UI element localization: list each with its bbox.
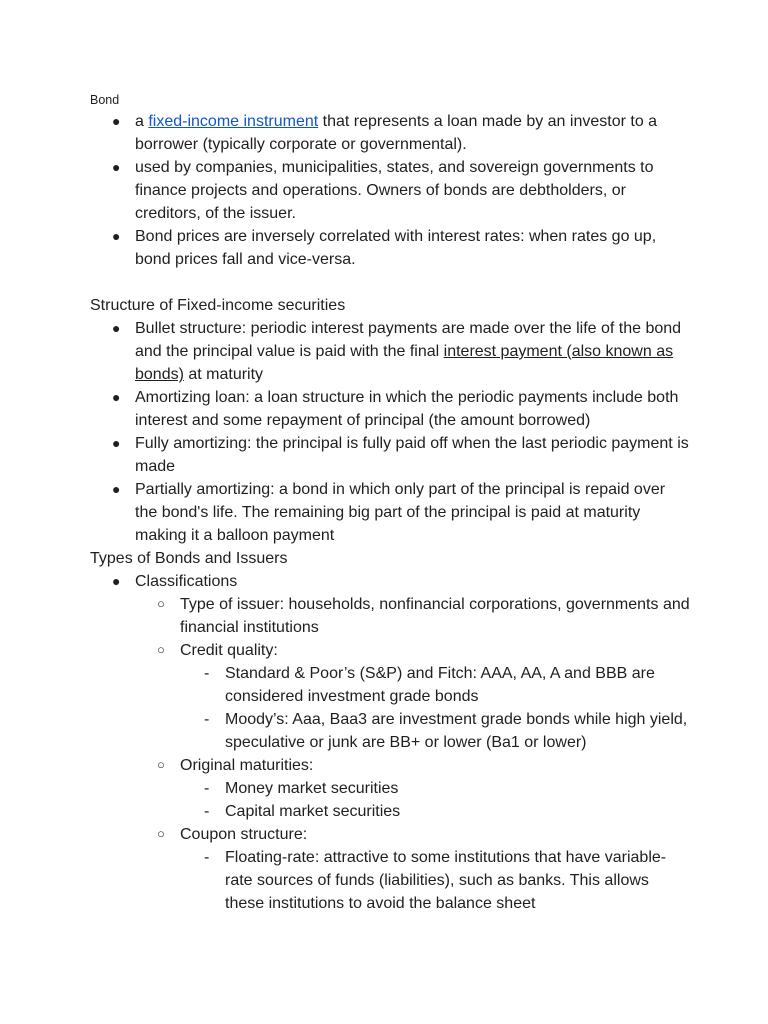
dash-marker: - bbox=[204, 803, 210, 820]
list-original-maturities bbox=[180, 777, 690, 823]
document-content bbox=[90, 90, 690, 915]
fixed-income-instrument-link[interactable]: fixed-income instrument bbox=[148, 113, 319, 130]
list-item: - Standard & Poor’s (S&P) and Fitch: AAA, AA, A and BBB are considered investment grade bonds bbox=[180, 662, 690, 708]
blank-line bbox=[90, 271, 690, 294]
underlined-text: interest payment (also known as bonds) bbox=[135, 343, 674, 383]
list-item: - Moody’s: Aaa, Baa3 are investment grade bonds while high yield, speculative or junk are BB+ or lower (Ba1 or lower) bbox=[180, 708, 690, 754]
dash-marker: - bbox=[204, 665, 210, 682]
circle-marker: ○ bbox=[157, 757, 165, 772]
bullet-marker: ● bbox=[112, 435, 121, 451]
bullet-marker: ● bbox=[112, 481, 121, 497]
list-item: ● Fully amortizing: the principal is fully paid off when the last periodic payment is made bbox=[90, 432, 690, 478]
bullet-marker: ● bbox=[112, 389, 121, 405]
list-classifications bbox=[135, 593, 690, 915]
dash-marker: - bbox=[204, 711, 210, 728]
bullet-marker: ● bbox=[112, 320, 121, 336]
heading-types: Types of Bonds and Issuers bbox=[90, 550, 288, 567]
dash-marker: - bbox=[204, 849, 210, 866]
list-item: ● Partially amortizing: a bond in which only part of the principal is repaid over the bond's life. The remaining big part of the principal is paid at maturity making it a balloon payment bbox=[90, 478, 690, 547]
bullet-marker: ● bbox=[112, 159, 121, 175]
list-item: ○ Type of issuer: households, nonfinancial corporations, governments and financial institutions bbox=[135, 593, 690, 639]
heading-bond: Bond bbox=[90, 93, 120, 107]
classifications-label: Classifications bbox=[135, 573, 238, 590]
list-bond bbox=[90, 110, 690, 271]
circle-marker: ○ bbox=[157, 642, 165, 657]
bullet-marker: ● bbox=[112, 113, 121, 129]
list-item: - Floating-rate: attractive to some institutions that have variable-rate sources of funds (liabilities), such as banks. This allows these institutions to avoid the balance sheet bbox=[180, 846, 690, 915]
list-item: ○ Coupon structure: - Floating-rate: attractive to some institutions that have variable-rate sources of funds (liabilities), such as banks. This allows these institutions to avoid the balance sheet bbox=[135, 823, 690, 915]
list-item: ● Bond prices are inversely correlated with interest rates: when rates go up, bond prices fall and vice-versa. bbox=[90, 225, 690, 271]
dash-marker: - bbox=[204, 780, 210, 797]
list-item: ● Amortizing loan: a loan structure in which the periodic payments include both interest and some repayment of principal (the amount borrowed) bbox=[90, 386, 690, 432]
list-item: ● a fixed-income instrument that represents a loan made by an investor to a borrower (typically corporate or governmental). bbox=[90, 110, 690, 156]
list-credit-quality bbox=[180, 662, 690, 754]
bullet-marker: ● bbox=[112, 228, 121, 244]
list-item: ○ Credit quality: - Standard & Poor’s (S&P) and Fitch: AAA, AA, A and BBB are considered investment grade bonds - Moody’s: Aaa, Baa3 are investment grade bonds while high yield, speculative or junk are BB+ or lower (Ba1 or lower) bbox=[135, 639, 690, 754]
list-item: - Money market securities bbox=[180, 777, 690, 800]
heading-structure: Structure of Fixed-income securities bbox=[90, 297, 346, 314]
list-coupon-structure bbox=[180, 846, 690, 915]
list-item bbox=[90, 570, 690, 915]
circle-marker: ○ bbox=[157, 596, 165, 611]
list-types bbox=[90, 570, 690, 915]
list-item: ○ Original maturities: - Money market securities - Capital market securities bbox=[135, 754, 690, 823]
bullet-marker: ● bbox=[112, 573, 121, 589]
circle-marker: ○ bbox=[157, 826, 165, 841]
list-structure bbox=[90, 317, 690, 547]
list-item: ● Bullet structure: periodic interest payments are made over the life of the bond and the principal value is paid with the final interest payment (also known as bonds) at maturity bbox=[90, 317, 690, 386]
list-item: ● used by companies, municipalities, states, and sovereign governments to finance projects and operations. Owners of bonds are debtholders, or creditors, of the issuer. bbox=[90, 156, 690, 225]
list-item: - Capital market securities bbox=[180, 800, 690, 823]
